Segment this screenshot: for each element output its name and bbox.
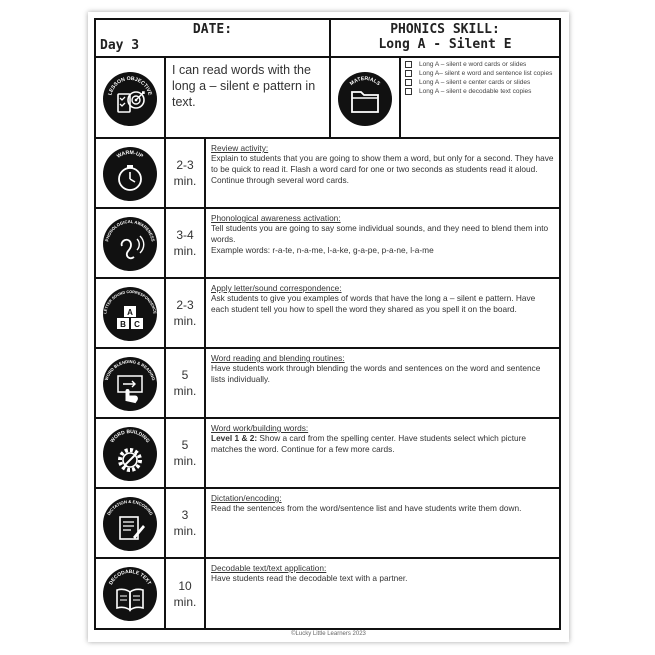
checkbox-icon [405,61,412,68]
activity-body: Ask students to give you examples of words that have the long a – silent e pattern. Have each student tell you how to spell the word they shared as you spell it on the board. [211,293,536,314]
objective-row [96,58,559,139]
materials-item: Long A – silent e decodable text copies [405,87,557,96]
copyright-footer: ©Lucky Little Learners 2023 [291,631,366,637]
decodable-text-row [96,559,559,628]
word-blending-row [96,349,559,419]
activity-icon-label: DICTATION & ENCODING [106,498,154,517]
activity-time: 2-3 min. [173,298,197,328]
materials-item: Long A – silent e word cards or slides [405,60,557,69]
dictation-row [96,489,559,559]
target-checklist-icon [96,58,164,137]
activity-title: Word work/building words: [211,423,309,433]
objective-icon-label: LESSON OBJECTIVE [107,75,153,97]
checkbox-icon [405,88,412,95]
abc-blocks-icon [96,279,164,347]
activity-title: Word reading and blending routines: [211,353,345,363]
activity-icon-label: WARM-UP [116,149,145,160]
level-label: Level 1 & 2: [211,433,258,443]
activity-time: 5 min. [173,438,197,468]
activity-title: Phonological awareness activation: [211,213,341,223]
activity-body: Level 1 & 2: Show a card from the spelling center. Have students select which picture matches the word. Continue for a few more cards. [211,433,526,454]
materials-list [401,60,559,96]
checkbox-icon [405,70,412,77]
materials-item: Long A– silent e word and sentence list copies [405,69,557,78]
activity-title: Decodable text/text application: [211,563,327,573]
activity-time: 5 min. [173,368,197,398]
word-building-row [96,419,559,489]
svg-text:C: C [134,320,140,329]
checkbox-icon [405,79,412,86]
letter-sound-row [96,279,559,349]
activity-body: Explain to students that you are going to show them a word, but only for a second. They have to be quick to read it. Flash a word card for one or two seconds as students read it aloud. Continue through several word cards. [211,153,554,185]
activity-icon-label: WORD BLENDING & READING [103,358,157,382]
activity-title: Dictation/encoding: [211,493,282,503]
activity-title: Review activity: [211,143,269,153]
phonics-skill-label: PHONICS SKILL: [390,22,500,37]
activity-icon-label: DECODABLE TEXT [108,568,152,586]
activity-body: Have students read the decodable text with a partner. [211,573,408,583]
objective-text: I can read words with the long a – silent e pattern in text. [172,63,316,109]
activity-body: Have students work through blending the words and sentences on the word and sentence lists individually. [211,363,541,384]
gear-wrench-icon [96,419,164,487]
warm-up-row [96,139,559,209]
activity-title: Apply letter/sound correspondence: [211,283,342,293]
activity-time: 3-4 min. [173,228,197,258]
activity-time: 3 min. [173,508,197,538]
stopwatch-icon [96,139,164,207]
ear-icon [96,209,164,277]
activity-icon-label: LETTER SOUND CORRESPONDENCE [103,289,157,315]
paper-pencil-icon [96,489,164,557]
day-label: Day 3 [100,38,140,53]
materials-item: Long A – silent e center cards or slides [405,78,557,87]
materials-icon-cell [331,58,401,137]
activity-time: 10 min. [173,578,197,609]
activity-icon-label: PHONOLOGICAL AWARENESS [104,218,156,242]
activity-icon-label: WORD BUILDING [109,428,151,445]
phonics-skill-value: Long A - Silent E [378,37,512,52]
svg-text:B: B [120,320,126,329]
activity-time: 2-3 min. [173,158,197,188]
svg-text:A: A [127,308,133,317]
phonics-skill-cell [331,20,559,56]
lesson-plan-table [94,18,561,630]
materials-icon-label: MATERIALS [348,75,382,88]
header-row [96,20,559,58]
date-cell [96,20,331,56]
lesson-plan-page [88,12,569,642]
folder-icon [331,58,399,137]
phonological-awareness-row [96,209,559,279]
objective-icon-cell [96,58,166,137]
activity-body: Tell students you are going to say some individual sounds, and they need to blend them into words. Example words: r-a-te, n-a-me, l-a-ke, g-a-pe, p-a-ne, l-a-me [211,223,549,255]
activity-body: Read the sentences from the word/sentence list and have students write them down. [211,503,522,513]
date-label: DATE: [192,22,233,37]
materials-list-cell [401,58,559,137]
open-book-icon [96,559,164,627]
pointing-hand-icon [96,349,164,417]
objective-text-cell [166,58,331,137]
